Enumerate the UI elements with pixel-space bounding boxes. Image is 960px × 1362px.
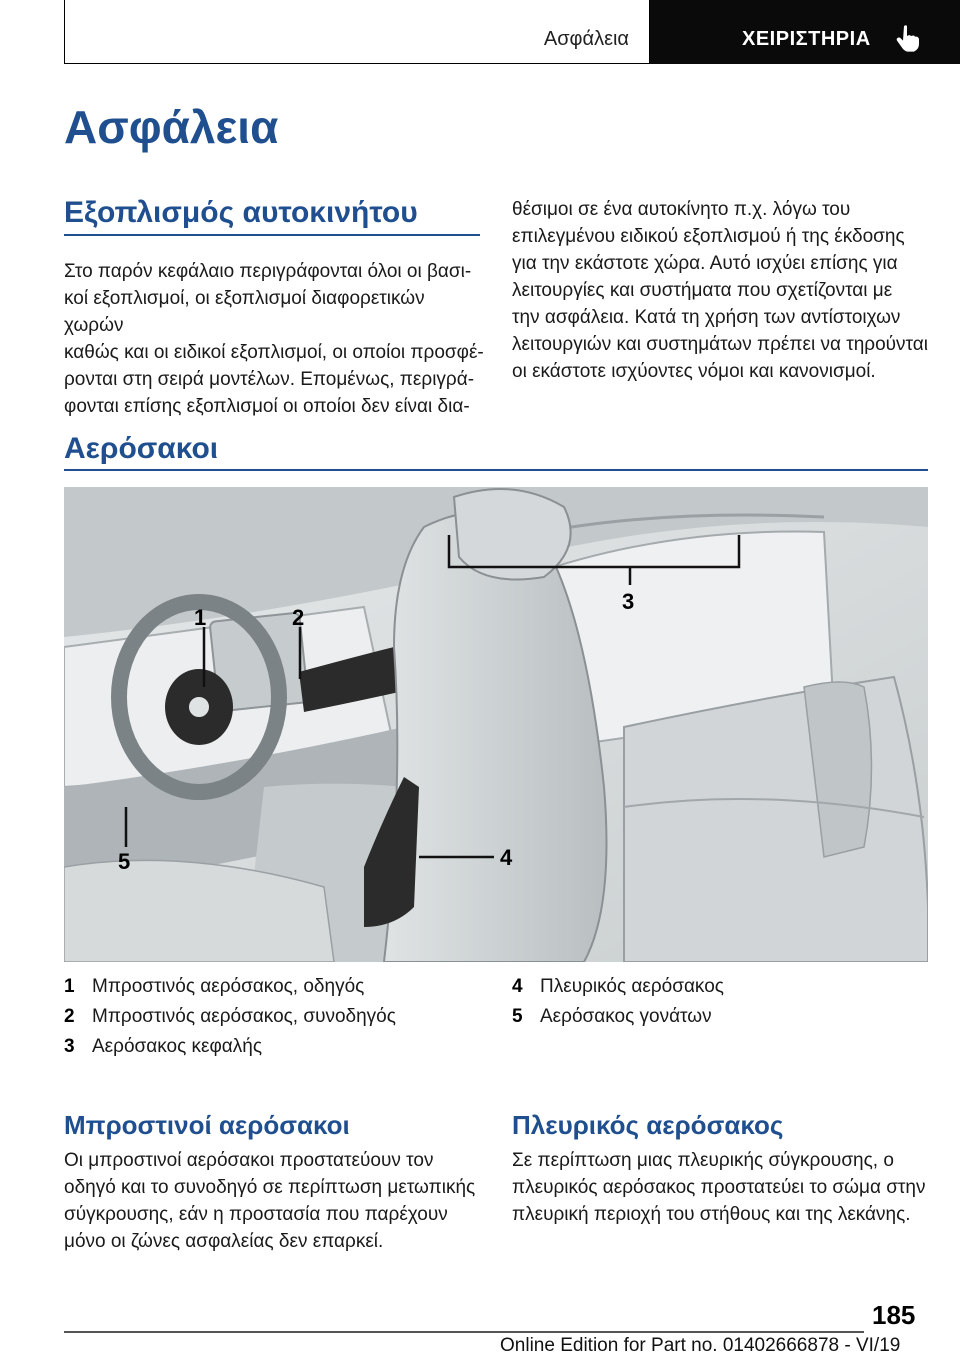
text-line: θέσιμοι σε ένα αυτοκίνητο π.χ. λόγω του [512, 199, 851, 220]
text-line: για την εκάστοτε χώρα. Αυτό ισχύει επίσης για [512, 253, 898, 274]
section-rule-airbags [64, 469, 928, 471]
text-line: σύγκρουσης, εάν η προστασία που παρέχουν [64, 1204, 448, 1225]
legend-text: Πλευρικός αερόσακος [540, 976, 724, 997]
page-title: Ασφάλεια [64, 101, 279, 153]
text-line: λειτουργίες και συστήματα που σχετίζονται με [512, 280, 893, 301]
text-line: επιλεγμένου ειδικού εξοπλισμού ή της έκδοσης [512, 226, 905, 247]
text-line: Σε περίπτωση μιας πλευρικής σύγκρουσης, ο [512, 1150, 894, 1171]
car-interior-drawing [64, 487, 928, 962]
legend-text: Μπροστινός αερόσακος, οδηγός [92, 976, 365, 997]
callout-5: 5 [118, 849, 131, 874]
legend-item [64, 1002, 484, 1032]
subhead-front-airbags: Μπροστινοί αερόσακοι [64, 1110, 350, 1140]
equipment-text-right [512, 196, 932, 385]
legend-text: Αερόσακος γονάτων [540, 1006, 712, 1027]
text-line: την ασφάλεια. Κατά τη χρήση των αντίστοιχων [512, 307, 901, 328]
callout-4: 4 [500, 845, 513, 870]
footer-edition: Online Edition for Part no. 01402666878 - VI/19 [500, 1335, 901, 1356]
airbag-legend-left [64, 972, 484, 1062]
legend-item [512, 972, 932, 1002]
text-line: Οι μπροστινοί αερόσακοι προστατεύουν τον [64, 1150, 434, 1171]
text-line: Στο παρόν κεφάλαιο περιγράφονται όλοι οι βασι‐ [64, 261, 472, 282]
legend-item [64, 972, 484, 1002]
text-line: φονται επίσης εξοπλισμοί οι οποίοι δεν είναι δια‐ [64, 396, 470, 417]
header-section-tab [64, 0, 650, 64]
text-line: οι εκάστοτε ισχύοντες νόμοι και κανονισμοί. [512, 361, 876, 382]
text-line: μόνο οι ζώνες ασφαλείας δεν επαρκεί. [64, 1231, 384, 1252]
legend-item [512, 1002, 932, 1032]
legend-number: 3 [64, 1036, 75, 1057]
side-airbag-text [512, 1147, 942, 1228]
text-line: ρονται στη σειρά μοντέλων. Επομένως, περιγρά‐ [64, 369, 475, 390]
text-line: πλευρική περιοχή του στήθους και της λεκάνης. [512, 1204, 911, 1225]
callout-1: 1 [194, 605, 207, 630]
hand-pointer-icon [896, 24, 922, 52]
text-line: λειτουργιών και συστημάτων πρέπει να τηρούνται [512, 334, 928, 355]
legend-text: Αερόσακος κεφαλής [92, 1036, 262, 1057]
airbag-legend-right [512, 972, 932, 1032]
legend-number: 4 [512, 976, 523, 997]
callout-2: 2 [292, 605, 305, 630]
section-title-airbags: Αερόσακοι [64, 432, 219, 465]
legend-text: Μπροστινός αερόσακος, συνοδηγός [92, 1006, 396, 1027]
airbag-illustration [64, 487, 928, 962]
legend-item [64, 1032, 484, 1062]
header-chapter-label: ΧΕΙΡΙΣΤΗΡΙΑ [742, 28, 871, 50]
section-title-equipment: Εξοπλισμός αυτοκινήτου [64, 196, 418, 229]
footer-rule [64, 1331, 864, 1333]
legend-number: 2 [64, 1006, 75, 1027]
subhead-side-airbag: Πλευρικός αερόσακος [512, 1110, 784, 1140]
legend-number: 5 [512, 1006, 523, 1027]
text-line: πλευρικός αερόσακος προστατεύει το σώμα στην [512, 1177, 926, 1198]
legend-number: 1 [64, 976, 75, 997]
text-line: κοί εξοπλισμοί, οι εξοπλισμοί διαφορετικών χωρών [64, 288, 425, 336]
front-airbags-text [64, 1147, 494, 1255]
text-line: καθώς και οι ειδικοί εξοπλισμοί, οι οποίοι προσφέ‐ [64, 342, 484, 363]
page-number: 185 [872, 1300, 916, 1330]
header-section-label: Ασφάλεια [543, 28, 629, 50]
callout-3: 3 [622, 589, 635, 614]
equipment-text-left [64, 258, 484, 420]
section-rule-equipment [64, 234, 480, 236]
text-line: οδηγό και το συνοδηγό σε περίπτωση μετωπικής [64, 1177, 476, 1198]
